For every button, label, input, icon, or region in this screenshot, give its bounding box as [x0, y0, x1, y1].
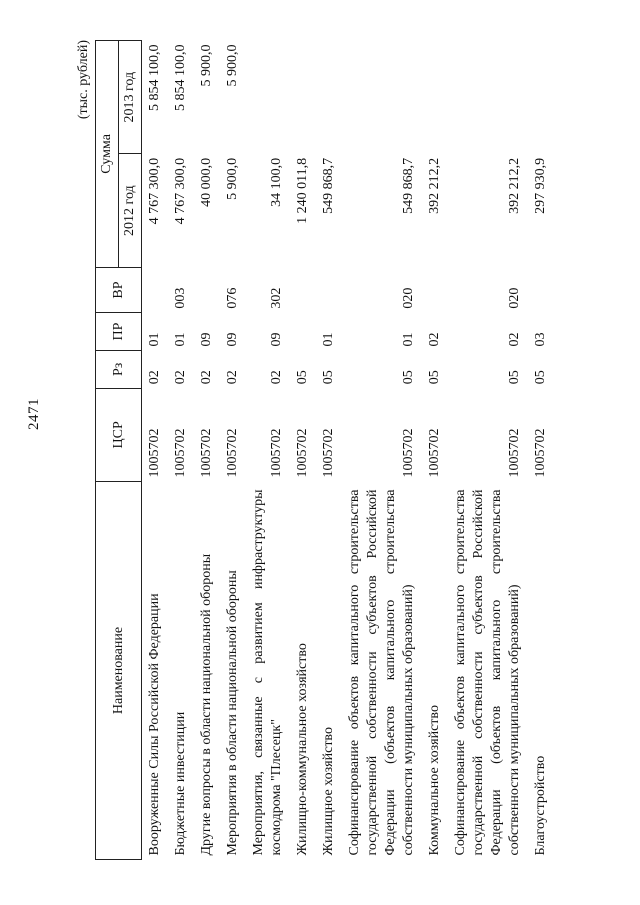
row-pr: 01 — [147, 332, 162, 347]
row-sum-2013: 5 900,0 — [225, 44, 240, 87]
table-row — [422, 41, 448, 860]
header-csr: ЦСР — [96, 388, 142, 481]
row-vr — [316, 267, 342, 312]
row-sum-2012: 34 100,0 — [269, 157, 284, 207]
row-pr — [290, 313, 316, 351]
row-csr: 1005702 — [295, 428, 310, 478]
row-vr: 020 — [507, 287, 522, 309]
row-sum-2013 — [342, 41, 422, 154]
row-sum-2012: 40 000,0 — [199, 157, 214, 207]
table-row — [448, 41, 528, 860]
table-row — [246, 41, 290, 860]
row-name: Коммунальное хозяйство — [427, 705, 442, 856]
row-rz: 02 — [225, 370, 240, 385]
row-pr: 09 — [269, 332, 284, 347]
row-sum-2012: 549 868,7 — [321, 157, 336, 214]
table-row — [528, 41, 554, 860]
table-row — [168, 41, 194, 860]
row-sum-2013 — [448, 41, 528, 154]
row-sum-2013: 5 854 100,0 — [147, 44, 162, 111]
row-name: Мероприятия, связанные с развитием инфраструктуры космодрома "Плесецк" — [251, 489, 284, 856]
row-csr: 1005702 — [507, 428, 522, 478]
row-csr: 1005702 — [147, 428, 162, 478]
row-csr: 1005702 — [533, 428, 548, 478]
row-vr: 020 — [401, 287, 416, 309]
header-2012: 2012 год — [119, 154, 142, 267]
row-vr — [528, 267, 554, 312]
row-sum-2012: 4 767 300,0 — [147, 157, 162, 225]
row-pr: 01 — [173, 332, 188, 347]
row-pr: 01 — [321, 332, 336, 347]
row-name: Жилищно-коммунальное хозяйство — [295, 643, 310, 856]
row-sum-2013: 5 854 100,0 — [173, 44, 188, 111]
header-pr: ПР — [96, 313, 142, 351]
row-vr — [290, 267, 316, 312]
table-row — [220, 41, 246, 860]
row-vr: 003 — [173, 287, 188, 309]
row-vr — [422, 267, 448, 312]
row-rz: 05 — [321, 370, 336, 385]
header-2013: 2013 год — [119, 41, 142, 154]
row-name: Софинансирование объектов капитального строительства государственной собственности субъектов Российской Федерации (объектов капитального строительства собственности муниципальных образований) — [347, 489, 416, 856]
row-csr: 1005702 — [225, 428, 240, 478]
row-csr: 1005702 — [427, 428, 442, 478]
row-sum-2013: 5 900,0 — [199, 44, 214, 87]
row-pr: 02 — [427, 332, 442, 347]
row-sum-2012: 1 240 011,8 — [295, 157, 310, 224]
row-sum-2012: 5 900,0 — [225, 157, 240, 200]
row-sum-2013 — [422, 41, 448, 154]
row-csr: 1005702 — [173, 428, 188, 478]
row-sum-2013 — [246, 41, 290, 154]
table-header — [96, 41, 142, 860]
table-body — [142, 41, 555, 860]
row-pr: 02 — [507, 332, 522, 347]
row-rz: 05 — [507, 370, 522, 385]
row-name: Благоустройство — [533, 755, 548, 856]
row-rz: 02 — [199, 370, 214, 385]
row-sum-2013 — [316, 41, 342, 154]
table-row — [290, 41, 316, 860]
row-vr — [194, 267, 220, 312]
row-sum-2012: 392 212,2 — [427, 157, 442, 214]
row-name: Другие вопросы в области национальной обороны — [199, 553, 214, 856]
row-csr: 1005702 — [269, 428, 284, 478]
row-csr: 1005702 — [199, 428, 214, 478]
table-row — [342, 41, 422, 860]
row-pr: 01 — [401, 332, 416, 347]
row-vr — [142, 267, 169, 312]
row-sum-2012: 549 868,7 — [401, 157, 416, 214]
row-rz: 02 — [147, 370, 162, 385]
budget-table — [95, 40, 554, 860]
row-pr: 03 — [533, 332, 548, 347]
row-rz: 02 — [269, 370, 284, 385]
header-rz: Рз — [96, 350, 142, 388]
table-row — [142, 41, 169, 860]
row-name: Софинансирование объектов капитального строительства государственной собственности субъектов Российской Федерации (объектов капитального строительства собственности муниципальных образований) — [453, 489, 522, 856]
row-rz: 02 — [173, 370, 188, 385]
row-rz: 05 — [401, 370, 416, 385]
table-row — [194, 41, 220, 860]
row-sum-2012: 297 930,9 — [533, 157, 548, 214]
row-rz: 05 — [427, 370, 442, 385]
row-sum-2013 — [528, 41, 554, 154]
row-csr: 1005702 — [401, 428, 416, 478]
row-rz: 05 — [533, 370, 548, 385]
page-number: 2471 — [26, 398, 42, 430]
row-sum-2012: 4 767 300,0 — [173, 157, 188, 225]
row-rz: 05 — [295, 370, 310, 385]
row-sum-2013 — [290, 41, 316, 154]
row-name: Мероприятия в области национальной обороны — [225, 570, 240, 856]
row-sum-2012: 392 212,2 — [507, 157, 522, 214]
row-pr: 09 — [225, 332, 240, 347]
row-vr: 302 — [269, 287, 284, 309]
rotated-table-page — [76, 40, 595, 860]
units-label: (тыс. рублей) — [76, 40, 91, 120]
row-vr: 076 — [225, 287, 240, 309]
header-sum: Сумма — [96, 41, 119, 268]
row-name: Вооруженные Силы Российской Федерации — [147, 593, 162, 856]
row-csr: 1005702 — [321, 428, 336, 478]
header-vr: ВР — [96, 267, 142, 312]
row-name: Бюджетные инвестиции — [173, 711, 188, 856]
table-row — [316, 41, 342, 860]
header-name: Наименование — [96, 482, 142, 860]
row-name: Жилищное хозяйство — [321, 727, 336, 856]
row-pr: 09 — [199, 332, 214, 347]
